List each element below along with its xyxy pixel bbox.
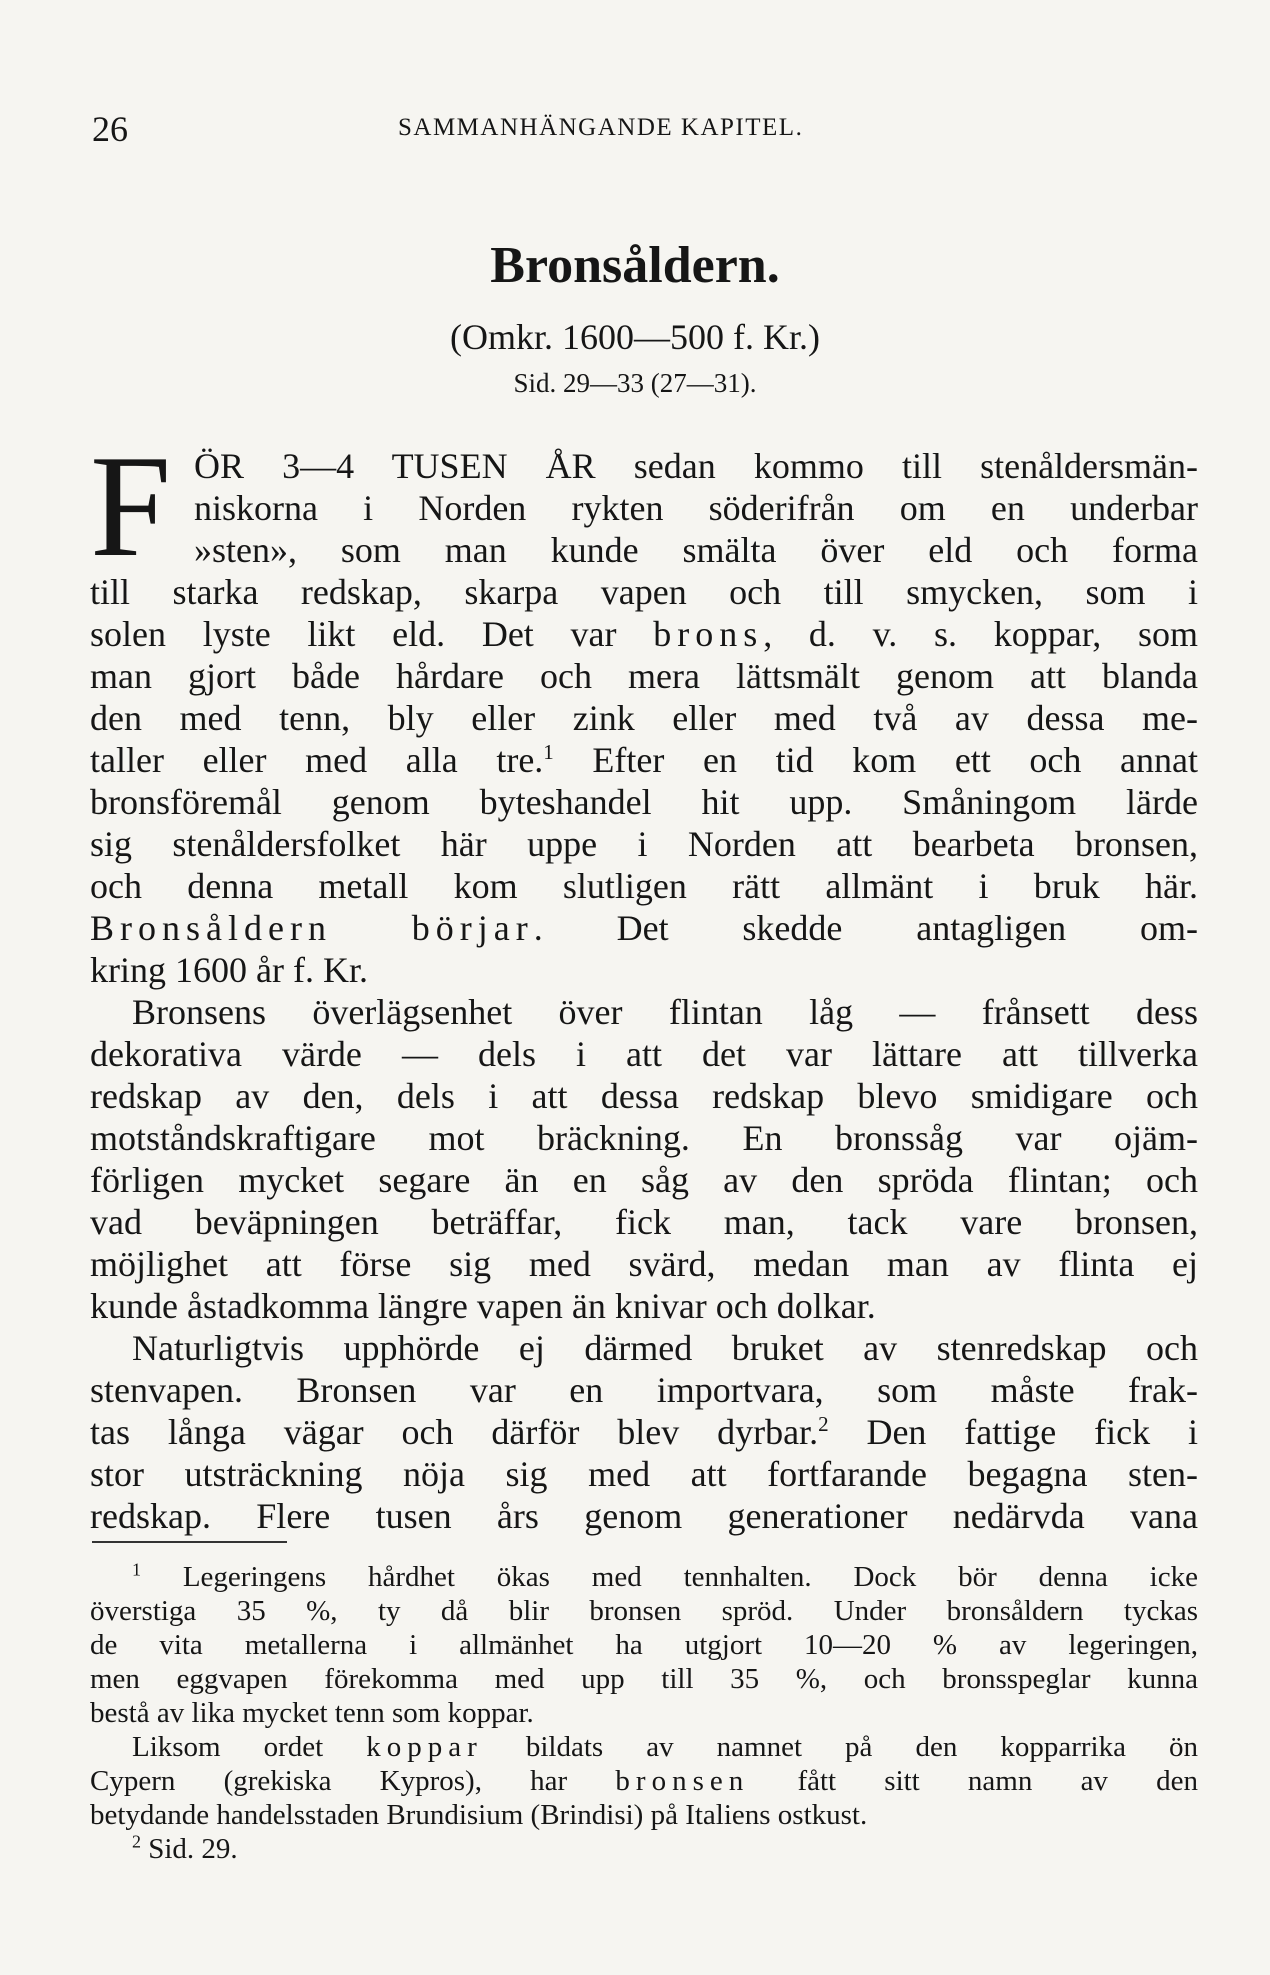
running-title: SAMMANHÄNGANDE KAPITEL. [398, 114, 804, 141]
text-line: förligen mycket segare än en såg av den spröda flintan; och [90, 1160, 1198, 1200]
drop-cap: F [90, 442, 172, 570]
body-text [90, 445, 1198, 1537]
text-line: Naturligtvis upphörde ej därmed bruket av stenredskap och [132, 1328, 1198, 1368]
footnote-ref: 1 [543, 740, 554, 764]
text-line: till starka redskap, skarpa vapen och till smycken, som i [90, 572, 1198, 612]
text-line: kunde åstadkomma längre vapen än knivar och dolkar. [90, 1286, 876, 1326]
text-line: Bronsåldern börjar. Det skedde antagligen om- [90, 908, 1198, 948]
text-line: och denna metall kom slutligen rätt allmänt i bruk här. [90, 866, 1198, 906]
footnote-divider [92, 1541, 287, 1543]
footnote-line: Liksom ordet koppar bildats av namnet på den kopparrika ön [132, 1731, 1199, 1763]
text-line: dekorativa värde — dels i att det var lättare att tillverka [90, 1034, 1198, 1074]
text-line: solen lyste likt eld. Det var brons, d. v. s. koppar, som [90, 614, 1199, 654]
footnote-line: $^2$ Sid. 29. [132, 1831, 238, 1865]
text-line: man gjort både hårdare och mera lättsmält genom att blanda [90, 656, 1198, 696]
text-line: möjlighet att förse sig med svärd, medan man av flinta ej [90, 1244, 1198, 1284]
text-line: den med tenn, bly eller zink eller med två av dessa me- [90, 698, 1198, 738]
chapter-reference: Sid. 29—33 (27—31). [513, 368, 757, 398]
text-line: stor utsträckning nöja sig med att fortfarande begagna sten- [90, 1454, 1198, 1494]
text-line: taller eller med alla tre.$^1$ Efter en tid kom ett och annat [90, 740, 1198, 780]
footnote-line: Cypern (grekiska Kypros), har bronsen fått sitt namn av den [90, 1765, 1199, 1797]
emphasis: Bronsåldern börjar [90, 908, 534, 948]
text-line: niskorna i Norden rykten söderifrån om en underbar [194, 488, 1198, 528]
text-line: »sten», som man kunde smälta över eld och forma [194, 530, 1198, 570]
footnote-marker: 2 [132, 1831, 141, 1852]
footnote-line: bestå av lika mycket tenn som koppar. [90, 1697, 534, 1729]
text-line: stenvapen. Bronsen var en importvara, som måste frak- [90, 1370, 1198, 1410]
text-line: ÖR 3—4 TUSEN ÅR sedan kommo till stenåldersmän- [194, 446, 1198, 486]
chapter-subtitle: (Omkr. 1600—500 f. Kr.) [450, 317, 820, 357]
text-line: kring 1600 år f. Kr. [90, 950, 368, 990]
text-line: vad beväpningen beträffar, fick man, tack vare bronsen, [90, 1202, 1198, 1242]
emphasis: bronsen [615, 1765, 750, 1797]
footnote-marker: 1 [132, 1559, 141, 1580]
text-line: motståndskraftigare mot bräckning. En bronssåg var ojäm- [90, 1118, 1198, 1158]
text-line: bronsföremål genom byteshandel hit upp. Småningom lärde [90, 782, 1198, 822]
footnote-line: överstiga 35 %, ty då blir bronsen spröd. Under bronsåldern tyckas [90, 1595, 1198, 1627]
running-head [92, 108, 1198, 152]
page-number: 26 [92, 109, 128, 149]
emphasis: koppar [366, 1731, 483, 1763]
footnote-line: de vita metallerna i allmänhet ha utgjort 10—20 % av legeringen, [90, 1629, 1198, 1661]
text-line: tas långa vägar och därför blev dyrbar.$^2$ Den fattige fick i [90, 1412, 1198, 1452]
footnote-line: $^1$ Legeringens hårdhet ökas med tennhalten. Dock bör denna icke [132, 1559, 1198, 1593]
footnote-ref: 2 [818, 1412, 829, 1436]
emphasis: brons [653, 614, 764, 654]
text-line: redskap. Flere tusen års genom generationer nedärvda vana [90, 1496, 1198, 1536]
footnotes [90, 1560, 1198, 1866]
footnote-line: men eggvapen förekomma med upp till 35 %, och bronsspeglar kunna [90, 1663, 1198, 1695]
footnote-line: betydande handelsstaden Brundisium (Brindisi) på Italiens ostkust. [90, 1799, 868, 1831]
text-line: redskap av den, dels i att dessa redskap blevo smidigare och [90, 1076, 1198, 1116]
text-line: Bronsens överlägsenhet över flintan låg — frånsett dess [132, 992, 1198, 1032]
chapter-title: Bronsåldern. [490, 237, 780, 294]
text-line: sig stenåldersfolket här uppe i Norden att bearbeta bronsen, [90, 824, 1198, 864]
